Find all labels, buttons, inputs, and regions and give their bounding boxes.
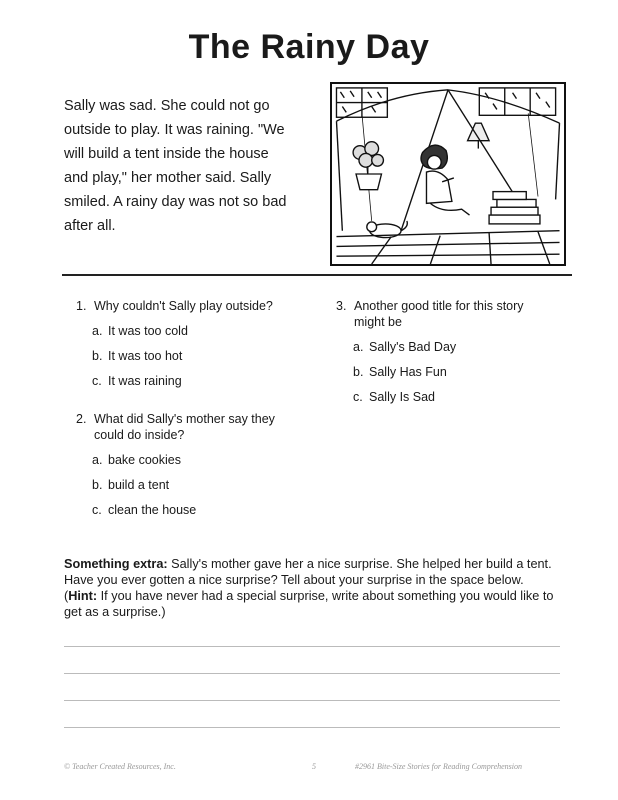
- question-text: Why couldn't Sally play outside?: [94, 299, 273, 313]
- writing-line[interactable]: [64, 673, 560, 674]
- writing-line[interactable]: [64, 700, 560, 701]
- question-1: [76, 298, 316, 314]
- extra-label: Something extra:: [64, 557, 168, 571]
- question-number: 2.: [76, 412, 87, 426]
- footer-copyright: © Teacher Created Resources, Inc.: [64, 762, 176, 771]
- writing-line[interactable]: [64, 727, 560, 728]
- extra-text: Sally's mother gave her a nice surprise. She helped her build a tent. Have you ever gotten a nice surprise? Tell about your surprise in the space below. (: [64, 557, 552, 603]
- something-extra-prompt: [64, 556, 560, 620]
- question-number: 1.: [76, 299, 87, 313]
- story-line: smiled. A rainy day was not so bad: [64, 194, 287, 210]
- story-line: Sally was sad. She could not go: [64, 98, 270, 114]
- story-line: outside to play. It was raining. "We: [64, 122, 285, 138]
- story-line: after all.: [64, 218, 116, 234]
- question-2: [76, 411, 316, 443]
- page-title: The Rainy Day: [188, 28, 430, 66]
- footer-book-title: #2961 Bite-Size Stories for Reading Comprehension: [355, 762, 523, 771]
- girl-in-tent-illustration: [330, 82, 566, 266]
- story-text: [64, 94, 326, 238]
- question-3: [336, 298, 566, 330]
- footer-page-number: 5: [312, 762, 316, 771]
- question-text: Another good title for this story might be: [354, 299, 524, 329]
- hint-text: If you have never had a special surprise, write about something you would like to get as a surprise.): [64, 589, 554, 619]
- question-number: 3.: [336, 299, 347, 313]
- section-divider: [62, 274, 572, 276]
- story-line: and play," her mother said. Sally: [64, 170, 272, 186]
- writing-line[interactable]: [64, 646, 560, 647]
- hint-label: Hint:: [68, 589, 98, 603]
- story-line: will build a tent inside the house: [64, 146, 269, 162]
- question-text: What did Sally's mother say they could do inside?: [94, 412, 275, 442]
